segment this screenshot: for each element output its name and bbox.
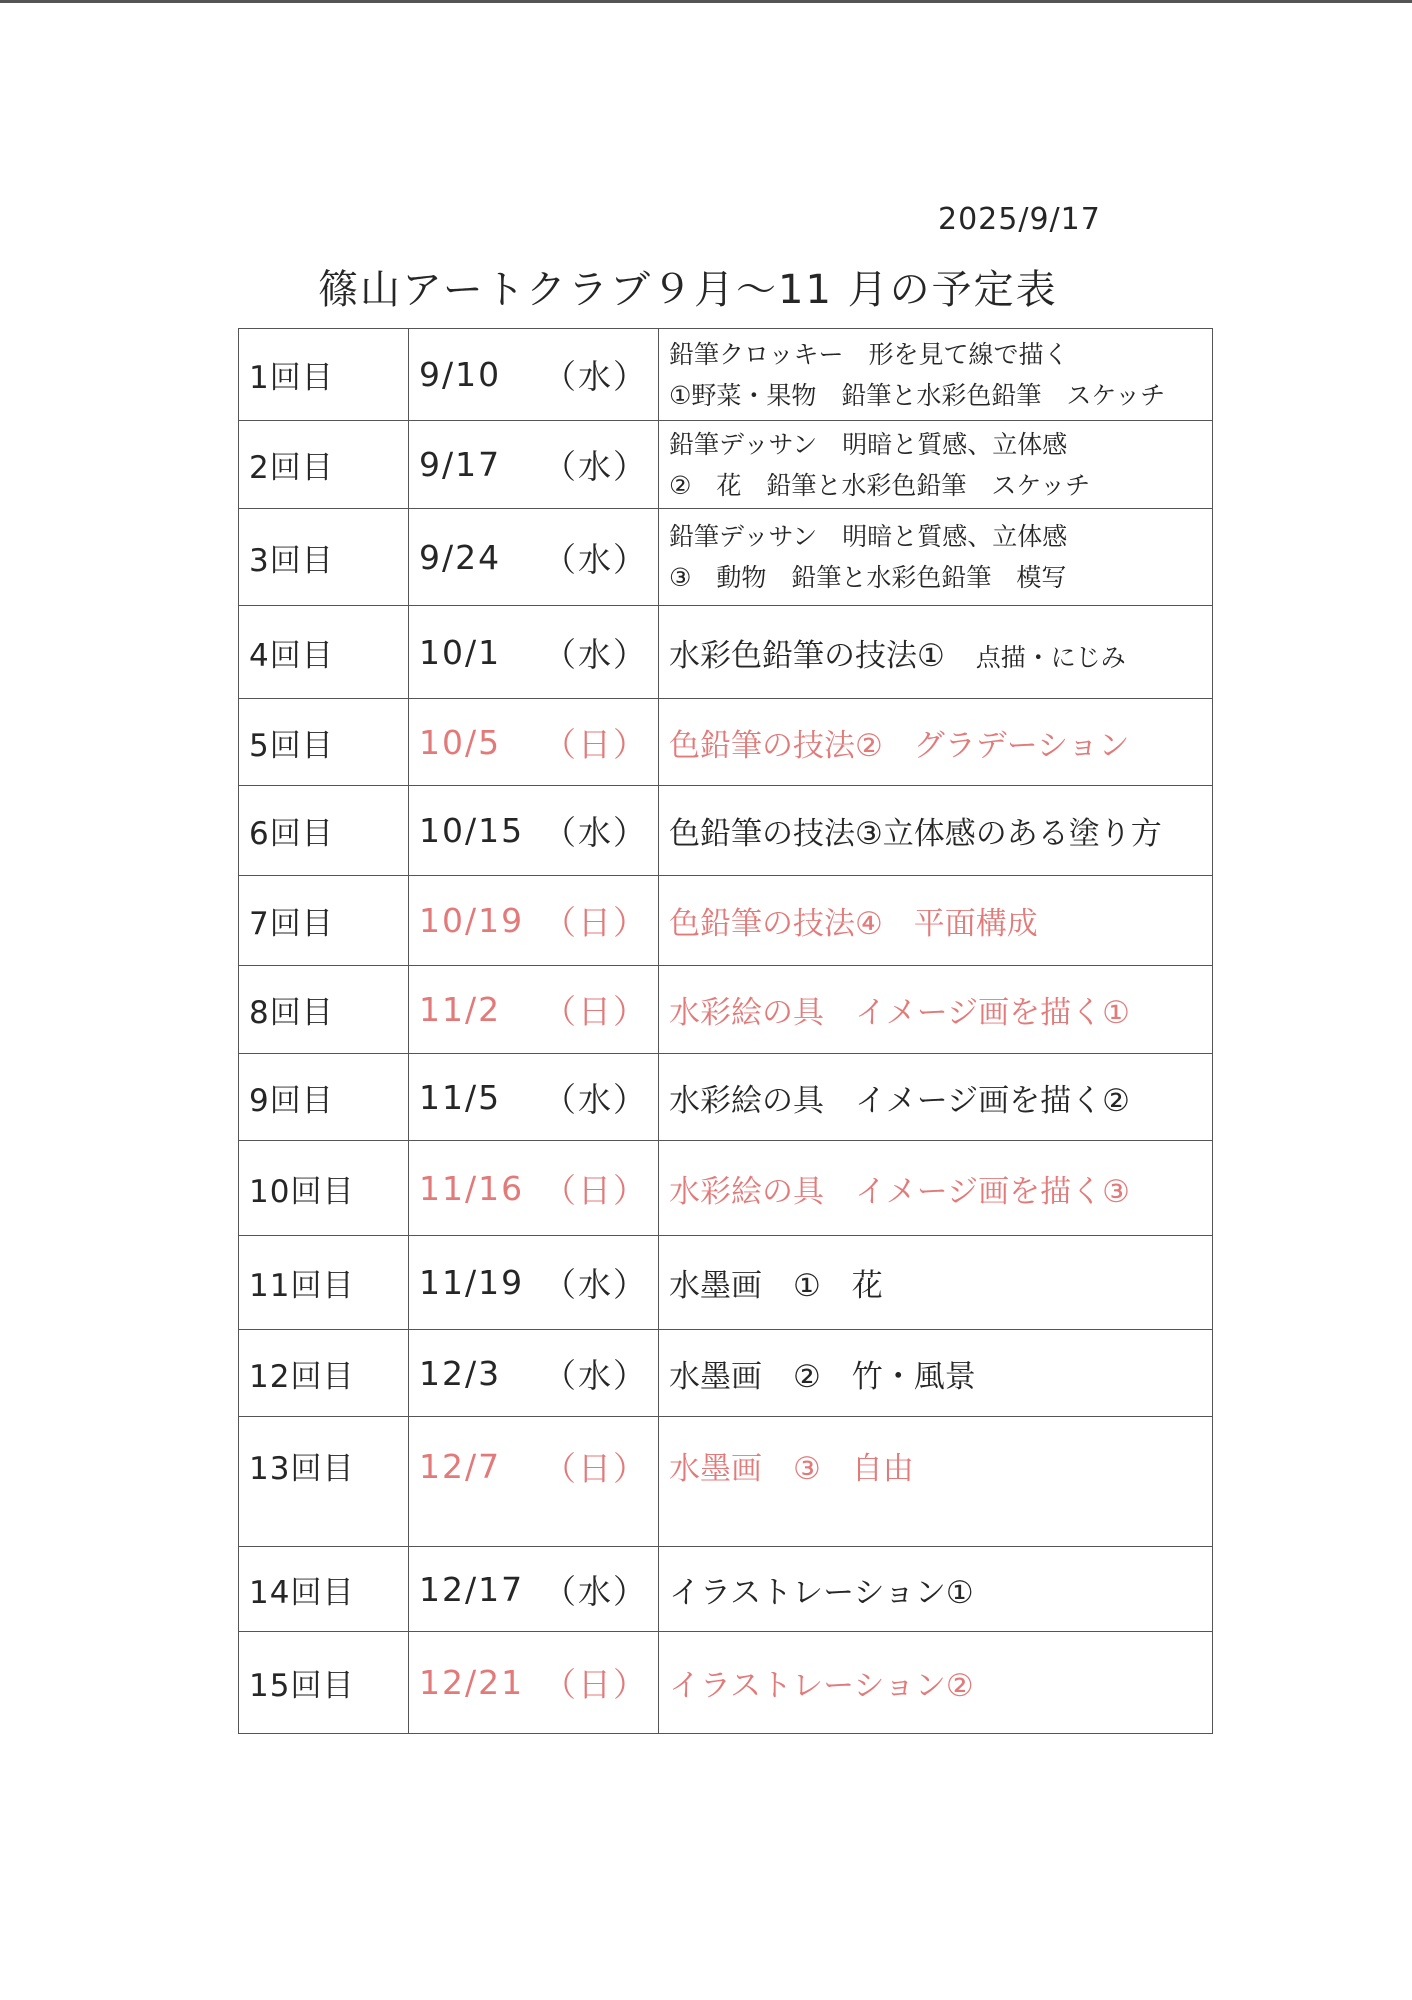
session-description [659,509,1213,606]
session-date-cell [409,786,659,876]
session-day: （日） [543,1170,648,1210]
session-number: 2回目 [239,421,409,509]
schedule-table [238,328,1213,1734]
session-number: 10回目 [239,1141,409,1236]
session-date-cell [409,699,659,786]
session-day: （水） [543,447,648,486]
session-date-cell [409,1417,659,1547]
session-number: 7回目 [239,876,409,966]
description-main: 水彩色鉛筆の技法① [669,637,945,674]
session-number: 3回目 [239,509,409,606]
session-number: 11回目 [239,1236,409,1330]
session-day: （日） [543,1449,648,1488]
session-date: 12/3 [419,1353,502,1393]
session-number: 5回目 [239,699,409,786]
session-date-cell [409,966,659,1054]
session-date-cell [409,1632,659,1734]
session-date-cell [409,1141,659,1236]
session-day: （日） [543,903,648,942]
session-date: 11/2 [419,990,502,1029]
session-day: （水） [543,1355,648,1395]
session-description [659,329,1213,421]
table-row [239,966,1213,1054]
session-description: 水彩絵の具 イメージ画を描く① [659,966,1213,1054]
session-day: （水） [543,1571,648,1611]
session-date-cell [409,1547,659,1632]
session-date-cell [409,509,659,606]
session-day: （水） [543,1265,648,1304]
session-number: 15回目 [239,1632,409,1734]
table-row [239,1236,1213,1330]
session-date: 10/5 [419,722,502,762]
table-row [239,1141,1213,1236]
session-date: 10/19 [419,901,525,940]
session-number: 6回目 [239,786,409,876]
session-number: 14回目 [239,1547,409,1632]
description-line: 鉛筆クロッキー 形を見て線で描く [669,339,1069,369]
session-description: 色鉛筆の技法② グラデーション [659,699,1213,786]
session-description: 水墨画 ③ 自由 [659,1417,1213,1547]
session-date: 11/5 [419,1077,502,1117]
session-description [659,606,1213,699]
session-description: 水墨画 ① 花 [659,1236,1213,1330]
description-line: 鉛筆デッサン 明暗と質感、立体感 [669,522,1068,551]
session-number: 12回目 [239,1330,409,1417]
session-day: （日） [543,724,648,764]
session-date-cell [409,329,659,421]
session-date-cell [409,1330,659,1417]
session-description [659,421,1213,509]
table-row [239,1417,1213,1547]
session-description: 色鉛筆の技法④ 平面構成 [659,876,1213,966]
session-description: イラストレーション① [659,1547,1213,1632]
table-row [239,606,1213,699]
session-day: （水） [543,813,648,852]
session-date-cell [409,606,659,699]
session-date: 12/21 [419,1663,525,1702]
session-day: （水） [543,634,648,674]
description-line: ② 花 鉛筆と水彩色鉛筆 スケッチ [669,470,1091,500]
session-date: 10/15 [419,811,525,850]
session-day: （日） [543,992,648,1031]
session-date-cell [409,876,659,966]
table-row [239,1054,1213,1141]
description-line: 鉛筆デッサン 明暗と質感、立体感 [669,429,1068,459]
description-sub: 点描・にじみ [975,642,1126,672]
table-row [239,786,1213,876]
session-date: 11/19 [419,1263,525,1302]
session-description: 水墨画 ② 竹・風景 [659,1330,1213,1417]
page-top-edge [0,0,1412,3]
description-line: ③ 動物 鉛筆と水彩色鉛筆 模写 [669,563,1067,592]
session-description: 水彩絵の具 イメージ画を描く③ [659,1141,1213,1236]
session-number: 1回目 [239,329,409,421]
table-row [239,876,1213,966]
session-date: 12/7 [419,1447,502,1486]
session-date-cell [409,1236,659,1330]
session-date: 9/17 [419,445,502,484]
session-day: （水） [543,539,648,579]
session-day: （水） [543,1079,648,1119]
table-row [239,421,1213,509]
session-number: 9回目 [239,1054,409,1141]
session-date: 9/10 [419,355,502,394]
session-description: 色鉛筆の技法③立体感のある塗り方 [659,786,1213,876]
session-date-cell [409,1054,659,1141]
session-description: イラストレーション② [659,1632,1213,1734]
session-date-cell [409,421,659,509]
session-date: 11/16 [419,1168,525,1208]
table-row [239,1330,1213,1417]
session-number: 13回目 [239,1417,409,1547]
table-row [239,699,1213,786]
document-date: 2025/9/17 [938,202,1101,237]
table-row [239,329,1213,421]
session-date: 9/24 [419,537,502,577]
session-date: 12/17 [419,1569,525,1609]
session-number: 8回目 [239,966,409,1054]
session-date: 10/1 [419,632,502,672]
session-number: 4回目 [239,606,409,699]
description-line: ①野菜・果物 鉛筆と水彩色鉛筆 スケッチ [669,380,1166,410]
session-description: 水彩絵の具 イメージ画を描く② [659,1054,1213,1141]
session-day: （日） [543,1665,648,1704]
session-day: （水） [543,357,648,396]
page-title: 篠山アートクラブ９月～11 月の予定表 [318,267,1058,313]
table-row [239,1547,1213,1632]
table-row [239,1632,1213,1734]
table-row [239,509,1213,606]
